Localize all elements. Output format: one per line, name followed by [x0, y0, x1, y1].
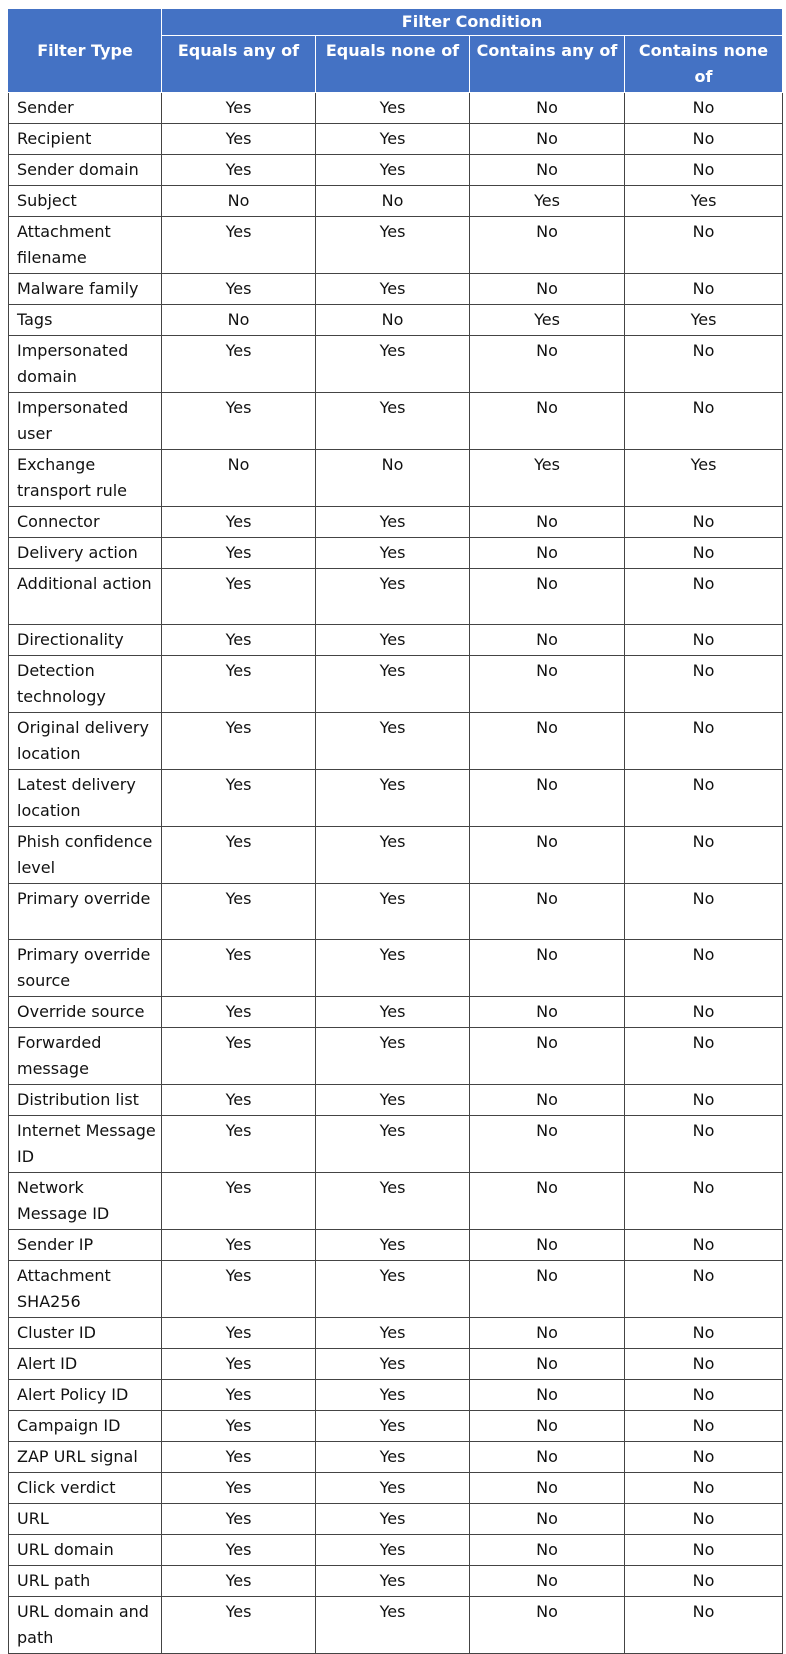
- support-value-cell: No: [625, 1473, 783, 1504]
- table-row: [9, 93, 783, 124]
- support-value-cell: Yes: [162, 1597, 316, 1654]
- support-value-cell: Yes: [316, 93, 470, 124]
- support-value-cell: No: [625, 1261, 783, 1318]
- support-value-cell: No: [625, 1566, 783, 1597]
- filter-type-cell: Detection technology: [9, 656, 162, 713]
- support-value-cell: No: [316, 186, 470, 217]
- support-value-cell: No: [470, 1173, 625, 1230]
- support-value-cell: Yes: [162, 997, 316, 1028]
- filter-type-cell: Latest delivery location: [9, 770, 162, 827]
- support-value-cell: Yes: [162, 124, 316, 155]
- support-value-cell: No: [625, 770, 783, 827]
- support-value-cell: No: [470, 336, 625, 393]
- table-row: [9, 940, 783, 997]
- filter-type-cell: Impersonated user: [9, 393, 162, 450]
- filter-type-cell: Impersonated domain: [9, 336, 162, 393]
- support-value-cell: No: [625, 1442, 783, 1473]
- support-value-cell: Yes: [162, 1318, 316, 1349]
- support-value-cell: Yes: [162, 656, 316, 713]
- support-value-cell: No: [470, 1349, 625, 1380]
- support-value-cell: No: [470, 569, 625, 625]
- support-value-cell: Yes: [625, 305, 783, 336]
- table-row: [9, 884, 783, 940]
- support-value-cell: No: [162, 450, 316, 507]
- support-value-cell: No: [470, 1028, 625, 1085]
- column-header-contains-any: Contains any of: [470, 36, 625, 93]
- support-value-cell: No: [625, 155, 783, 186]
- filter-type-cell: Alert ID: [9, 1349, 162, 1380]
- support-value-cell: No: [625, 1535, 783, 1566]
- table-row: [9, 124, 783, 155]
- support-value-cell: No: [470, 1261, 625, 1318]
- support-value-cell: No: [625, 538, 783, 569]
- support-value-cell: No: [625, 713, 783, 770]
- column-header-contains-none: Contains none of: [625, 36, 783, 93]
- support-value-cell: No: [470, 93, 625, 124]
- support-value-cell: No: [625, 1504, 783, 1535]
- support-value-cell: Yes: [316, 217, 470, 274]
- support-value-cell: No: [470, 274, 625, 305]
- table-row: [9, 569, 783, 625]
- filter-type-cell: Campaign ID: [9, 1411, 162, 1442]
- table-row: [9, 1597, 783, 1654]
- support-value-cell: No: [470, 393, 625, 450]
- support-value-cell: Yes: [162, 1442, 316, 1473]
- filter-type-cell: ZAP URL signal: [9, 1442, 162, 1473]
- filter-type-cell: Connector: [9, 507, 162, 538]
- filter-type-cell: Directionality: [9, 625, 162, 656]
- table-row: [9, 538, 783, 569]
- support-value-cell: Yes: [162, 713, 316, 770]
- support-value-cell: Yes: [470, 450, 625, 507]
- support-value-cell: Yes: [625, 450, 783, 507]
- support-value-cell: Yes: [625, 186, 783, 217]
- support-value-cell: No: [162, 305, 316, 336]
- support-value-cell: No: [470, 1566, 625, 1597]
- filter-type-cell: URL path: [9, 1566, 162, 1597]
- support-value-cell: Yes: [316, 1261, 470, 1318]
- table-row: [9, 1028, 783, 1085]
- support-value-cell: Yes: [470, 305, 625, 336]
- support-value-cell: Yes: [162, 93, 316, 124]
- filter-type-cell: Primary override source: [9, 940, 162, 997]
- table-row: [9, 507, 783, 538]
- support-value-cell: No: [625, 274, 783, 305]
- support-value-cell: Yes: [316, 1173, 470, 1230]
- support-value-cell: Yes: [316, 940, 470, 997]
- filter-type-cell: URL: [9, 1504, 162, 1535]
- column-header-equals-none: Equals none of: [316, 36, 470, 93]
- support-value-cell: No: [625, 1597, 783, 1654]
- support-value-cell: Yes: [316, 336, 470, 393]
- filter-type-cell: Exchange transport rule: [9, 450, 162, 507]
- table-row: [9, 450, 783, 507]
- filter-type-cell: Alert Policy ID: [9, 1380, 162, 1411]
- support-value-cell: Yes: [162, 1028, 316, 1085]
- support-value-cell: Yes: [316, 770, 470, 827]
- support-value-cell: Yes: [316, 1116, 470, 1173]
- support-value-cell: No: [470, 884, 625, 940]
- support-value-cell: Yes: [316, 538, 470, 569]
- filter-type-cell: Sender domain: [9, 155, 162, 186]
- support-value-cell: Yes: [316, 1442, 470, 1473]
- filter-support-table: [8, 8, 783, 1654]
- filter-type-header: Filter Type: [9, 9, 162, 93]
- filter-type-cell: Tags: [9, 305, 162, 336]
- filter-type-cell: Override source: [9, 997, 162, 1028]
- support-value-cell: No: [470, 940, 625, 997]
- support-value-cell: Yes: [316, 569, 470, 625]
- support-value-cell: No: [470, 1535, 625, 1566]
- filter-type-cell: Phish confidence level: [9, 827, 162, 884]
- table-row: [9, 155, 783, 186]
- support-value-cell: No: [470, 1380, 625, 1411]
- support-value-cell: No: [470, 1411, 625, 1442]
- support-value-cell: No: [470, 507, 625, 538]
- support-value-cell: Yes: [316, 827, 470, 884]
- support-value-cell: Yes: [162, 155, 316, 186]
- support-value-cell: No: [470, 1116, 625, 1173]
- filter-type-cell: Network Message ID: [9, 1173, 162, 1230]
- support-value-cell: No: [625, 1318, 783, 1349]
- support-value-cell: No: [625, 93, 783, 124]
- support-value-cell: Yes: [316, 507, 470, 538]
- table-row: [9, 713, 783, 770]
- filter-type-cell: Attachment SHA256: [9, 1261, 162, 1318]
- filter-type-cell: URL domain and path: [9, 1597, 162, 1654]
- filter-type-cell: Subject: [9, 186, 162, 217]
- table-row: [9, 997, 783, 1028]
- support-value-cell: Yes: [162, 1173, 316, 1230]
- support-value-cell: Yes: [162, 625, 316, 656]
- support-value-cell: Yes: [162, 1535, 316, 1566]
- table-row: [9, 1116, 783, 1173]
- support-value-cell: Yes: [316, 124, 470, 155]
- support-value-cell: Yes: [316, 1230, 470, 1261]
- support-value-cell: Yes: [316, 274, 470, 305]
- support-value-cell: No: [470, 1473, 625, 1504]
- support-value-cell: No: [625, 1349, 783, 1380]
- support-value-cell: No: [625, 336, 783, 393]
- support-value-cell: Yes: [316, 1349, 470, 1380]
- column-header-equals-any: Equals any of: [162, 36, 316, 93]
- support-value-cell: Yes: [316, 1318, 470, 1349]
- support-value-cell: Yes: [316, 1535, 470, 1566]
- support-value-cell: Yes: [162, 1566, 316, 1597]
- table-row: [9, 393, 783, 450]
- support-value-cell: Yes: [162, 1411, 316, 1442]
- filter-type-cell: Original delivery location: [9, 713, 162, 770]
- table-row: [9, 656, 783, 713]
- table-row: [9, 1349, 783, 1380]
- support-value-cell: Yes: [316, 1085, 470, 1116]
- support-value-cell: No: [625, 393, 783, 450]
- support-value-cell: Yes: [162, 827, 316, 884]
- support-value-cell: Yes: [162, 393, 316, 450]
- table-row: [9, 770, 783, 827]
- table-row: [9, 1085, 783, 1116]
- support-value-cell: No: [625, 1028, 783, 1085]
- table-row: [9, 217, 783, 274]
- support-value-cell: Yes: [162, 884, 316, 940]
- filter-type-cell: URL domain: [9, 1535, 162, 1566]
- support-value-cell: Yes: [316, 656, 470, 713]
- filter-type-cell: Primary override: [9, 884, 162, 940]
- support-value-cell: No: [470, 770, 625, 827]
- table-row: [9, 1230, 783, 1261]
- filter-type-cell: Click verdict: [9, 1473, 162, 1504]
- table-row: [9, 305, 783, 336]
- support-value-cell: Yes: [316, 1028, 470, 1085]
- support-value-cell: No: [625, 1380, 783, 1411]
- filter-type-cell: Delivery action: [9, 538, 162, 569]
- support-value-cell: Yes: [316, 1597, 470, 1654]
- support-value-cell: No: [470, 538, 625, 569]
- filter-type-cell: Cluster ID: [9, 1318, 162, 1349]
- support-value-cell: Yes: [162, 1504, 316, 1535]
- support-value-cell: Yes: [162, 217, 316, 274]
- support-value-cell: Yes: [316, 1411, 470, 1442]
- table-row: [9, 1442, 783, 1473]
- support-value-cell: No: [316, 305, 470, 336]
- table-body: [9, 93, 783, 1654]
- support-value-cell: No: [625, 656, 783, 713]
- support-value-cell: No: [470, 1318, 625, 1349]
- support-value-cell: Yes: [162, 1085, 316, 1116]
- table-row: [9, 827, 783, 884]
- support-value-cell: Yes: [316, 155, 470, 186]
- table-row: [9, 1535, 783, 1566]
- filter-type-cell: Sender IP: [9, 1230, 162, 1261]
- support-value-cell: No: [470, 1230, 625, 1261]
- support-value-cell: Yes: [316, 1473, 470, 1504]
- support-value-cell: No: [470, 625, 625, 656]
- support-value-cell: Yes: [316, 625, 470, 656]
- support-value-cell: No: [625, 827, 783, 884]
- table-row: [9, 186, 783, 217]
- table-row: [9, 1380, 783, 1411]
- filter-condition-header: Filter Condition: [162, 9, 783, 36]
- table-row: [9, 625, 783, 656]
- support-value-cell: No: [625, 124, 783, 155]
- filter-type-cell: Forwarded message: [9, 1028, 162, 1085]
- support-value-cell: No: [625, 569, 783, 625]
- support-value-cell: No: [625, 1116, 783, 1173]
- support-value-cell: No: [470, 827, 625, 884]
- filter-type-cell: Attachment filename: [9, 217, 162, 274]
- table-row: [9, 1261, 783, 1318]
- filter-type-cell: Additional action: [9, 569, 162, 625]
- support-value-cell: Yes: [316, 997, 470, 1028]
- support-value-cell: No: [470, 997, 625, 1028]
- support-value-cell: Yes: [162, 538, 316, 569]
- support-value-cell: Yes: [162, 336, 316, 393]
- support-value-cell: Yes: [316, 884, 470, 940]
- table-row: [9, 1318, 783, 1349]
- support-value-cell: No: [625, 1173, 783, 1230]
- table-row: [9, 274, 783, 305]
- support-value-cell: Yes: [162, 770, 316, 827]
- filter-type-cell: Malware family: [9, 274, 162, 305]
- support-value-cell: Yes: [162, 940, 316, 997]
- table-row: [9, 1504, 783, 1535]
- support-value-cell: No: [470, 1085, 625, 1116]
- support-value-cell: No: [625, 1230, 783, 1261]
- support-value-cell: Yes: [162, 1116, 316, 1173]
- support-value-cell: Yes: [470, 186, 625, 217]
- support-value-cell: Yes: [162, 1349, 316, 1380]
- support-value-cell: No: [470, 656, 625, 713]
- support-value-cell: No: [625, 217, 783, 274]
- support-value-cell: No: [162, 186, 316, 217]
- table-row: [9, 1411, 783, 1442]
- support-value-cell: No: [470, 124, 625, 155]
- support-value-cell: No: [625, 940, 783, 997]
- filter-type-cell: Recipient: [9, 124, 162, 155]
- support-value-cell: No: [625, 997, 783, 1028]
- support-value-cell: No: [625, 507, 783, 538]
- support-value-cell: No: [470, 1597, 625, 1654]
- support-value-cell: Yes: [162, 1473, 316, 1504]
- support-value-cell: No: [625, 625, 783, 656]
- support-value-cell: No: [625, 884, 783, 940]
- support-value-cell: Yes: [162, 507, 316, 538]
- support-value-cell: Yes: [316, 393, 470, 450]
- table-row: [9, 1173, 783, 1230]
- support-value-cell: Yes: [162, 274, 316, 305]
- support-value-cell: No: [316, 450, 470, 507]
- support-value-cell: No: [625, 1411, 783, 1442]
- filter-type-cell: Sender: [9, 93, 162, 124]
- filter-type-cell: Distribution list: [9, 1085, 162, 1116]
- support-value-cell: No: [470, 155, 625, 186]
- support-value-cell: Yes: [316, 1380, 470, 1411]
- support-value-cell: Yes: [316, 1566, 470, 1597]
- support-value-cell: Yes: [162, 1380, 316, 1411]
- support-value-cell: No: [470, 1504, 625, 1535]
- support-value-cell: No: [470, 1442, 625, 1473]
- filter-type-cell: Internet Message ID: [9, 1116, 162, 1173]
- support-value-cell: Yes: [316, 713, 470, 770]
- support-value-cell: Yes: [316, 1504, 470, 1535]
- support-value-cell: Yes: [162, 1261, 316, 1318]
- support-value-cell: Yes: [162, 1230, 316, 1261]
- table-row: [9, 1473, 783, 1504]
- support-value-cell: No: [470, 713, 625, 770]
- support-value-cell: No: [625, 1085, 783, 1116]
- support-value-cell: Yes: [162, 569, 316, 625]
- table-row: [9, 336, 783, 393]
- table-row: [9, 1566, 783, 1597]
- support-value-cell: No: [470, 217, 625, 274]
